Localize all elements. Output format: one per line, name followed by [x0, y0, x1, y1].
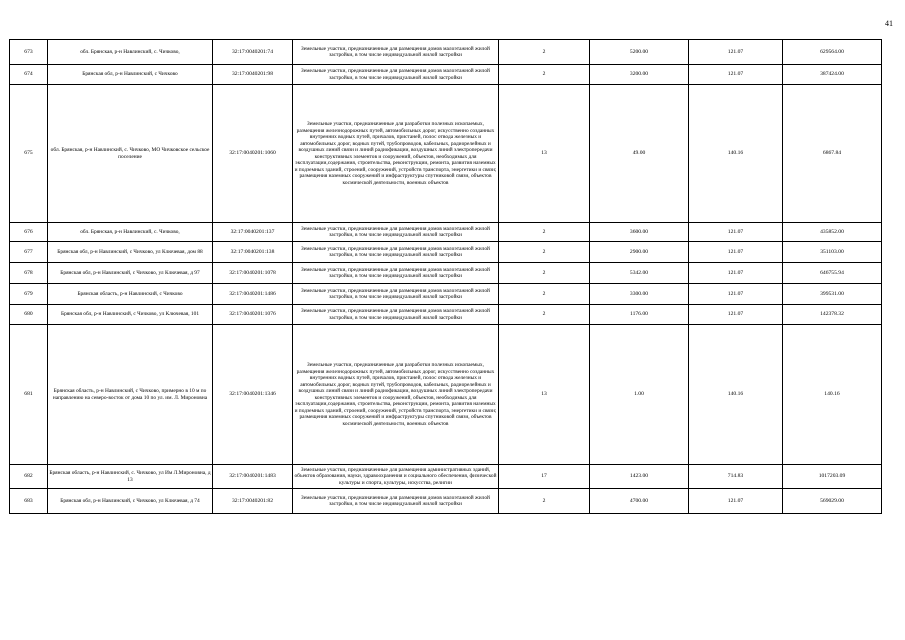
row-number: 679 [10, 284, 48, 305]
address-cell: обл. Брянская, р-н Навлинский, с. Чичково, [48, 40, 213, 65]
use-code-cell: 2 [499, 65, 590, 85]
area-cell: 5342.00 [590, 263, 689, 284]
use-code-cell: 13 [499, 325, 590, 465]
area-cell: 1423.00 [590, 465, 689, 489]
area-cell: 3200.00 [590, 65, 689, 85]
table-row [10, 85, 882, 223]
cadastral-number-cell: 32:17:0040201:137 [213, 223, 293, 242]
area-cell: 2900.00 [590, 242, 689, 263]
row-number: 681 [10, 325, 48, 465]
specific-value-cell: 121.07 [689, 242, 783, 263]
address-cell: Брянская обл, р-н Навлинский, с Чичково, ул Ключевая, д 74 [48, 489, 213, 514]
land-use-cell: Земельные участки, предназначенные для размещения домов малоэтажной жилой застройки, в том числе индивидуальной жилой застройки [293, 263, 499, 284]
area-cell: 4700.00 [590, 489, 689, 514]
specific-value-cell: 121.07 [689, 263, 783, 284]
cadastral-number-cell: 32:17:0040201:1483 [213, 465, 293, 489]
table-row [10, 465, 882, 489]
cadastral-value-cell: 140.16 [783, 325, 882, 465]
cadastral-value-cell: 646755.94 [783, 263, 882, 284]
specific-value-cell: 121.07 [689, 40, 783, 65]
use-code-cell: 2 [499, 284, 590, 305]
cadastral-number-cell: 32:17:0040201:1076 [213, 305, 293, 325]
specific-value-cell: 140.16 [689, 85, 783, 223]
table-row [10, 40, 882, 65]
specific-value-cell: 121.07 [689, 223, 783, 242]
specific-value-cell: 121.07 [689, 305, 783, 325]
land-use-cell: Земельные участки, предназначенные для размещения домов малоэтажной жилой застройки, в том числе индивидуальной жилой застройки [293, 223, 499, 242]
row-number: 677 [10, 242, 48, 263]
page-number: 41 [885, 19, 893, 28]
land-registry-table [9, 39, 882, 514]
row-number: 678 [10, 263, 48, 284]
land-use-cell: Земельные участки, предназначенные для размещения домов малоэтажной жилой застройки, в том числе индивидуальной жилой застройки [293, 284, 499, 305]
cadastral-number-cell: 32:17:0040201:1078 [213, 263, 293, 284]
cadastral-value-cell: 569029.00 [783, 489, 882, 514]
area-cell: 5200.00 [590, 40, 689, 65]
row-number: 673 [10, 40, 48, 65]
row-number: 680 [10, 305, 48, 325]
row-number: 683 [10, 489, 48, 514]
cadastral-value-cell: 435852.00 [783, 223, 882, 242]
table-row [10, 489, 882, 514]
cadastral-value-cell: 351103.00 [783, 242, 882, 263]
table-row [10, 325, 882, 465]
cadastral-number-cell: 32:17:0040201:82 [213, 489, 293, 514]
land-use-cell: Земельные участки, предназначенные для размещения административных зданий, объектов образования, науки, здравоохранения и социального обеспечения, физической культуры и спорта, культуры, искусства, религии [293, 465, 499, 489]
address-cell: Брянская обл, р-н Навлинский, с Чичково, ул Ключевая, д 97 [48, 263, 213, 284]
cadastral-value-cell: 629564.00 [783, 40, 882, 65]
cadastral-number-cell: 32:17:0040201:1060 [213, 85, 293, 223]
area-cell: 1.00 [590, 325, 689, 465]
cadastral-value-cell: 142378.32 [783, 305, 882, 325]
land-use-cell: Земельные участки, предназначенные для размещения домов малоэтажной жилой застройки, в том числе индивидуальной жилой застройки [293, 305, 499, 325]
row-number: 674 [10, 65, 48, 85]
use-code-cell: 2 [499, 263, 590, 284]
table-row [10, 305, 882, 325]
use-code-cell: 2 [499, 242, 590, 263]
table-row [10, 242, 882, 263]
cadastral-value-cell: 6867.84 [783, 85, 882, 223]
use-code-cell: 2 [499, 489, 590, 514]
cadastral-value-cell: 399531.00 [783, 284, 882, 305]
area-cell: 49.00 [590, 85, 689, 223]
cadastral-number-cell: 32:17:0040201:98 [213, 65, 293, 85]
land-use-cell: Земельные участки, предназначенные для размещения домов малоэтажной жилой застройки, в том числе индивидуальной жилой застройки [293, 65, 499, 85]
cadastral-number-cell: 32:17:0040201:1346 [213, 325, 293, 465]
specific-value-cell: 714.83 [689, 465, 783, 489]
use-code-cell: 17 [499, 465, 590, 489]
table-row [10, 263, 882, 284]
specific-value-cell: 121.07 [689, 284, 783, 305]
land-use-cell: Земельные участки, предназначенные для размещения домов малоэтажной жилой застройки, в том числе индивидуальной жилой застройки [293, 489, 499, 514]
specific-value-cell: 121.07 [689, 489, 783, 514]
address-cell: Брянская область, р-н Навлинский, с. Чичково, ул Им Л.Мироновна, д 13 [48, 465, 213, 489]
address-cell: Брянская обл, р-н Навлинский, с Чичково, ул Ключевая, дом 88 [48, 242, 213, 263]
land-use-cell: Земельные участки, предназначенные для размещения домов малоэтажной жилой застройки, в том числе индивидуальной жилой застройки [293, 40, 499, 65]
area-cell: 3300.00 [590, 284, 689, 305]
specific-value-cell: 140.16 [689, 325, 783, 465]
land-use-cell: Земельные участки, предназначенные для разработки полезных ископаемых, размещения железнодорожных путей, автомобильных дорог, искусственно созданных внутренних водных путей, причалов, пристаней, полос отвода железных и автомобильных дорог, водных путей, трубопроводов, кабельных, радиорелейных и воздушных линий связи и линий радиофикации, воздушных линий электропередачи конструктивных элементов и сооружений, объектов, необходимых для эксплуатации,содержания, строительства, реконструкции, ремонта, развития наземных и подземных зданий, строений, сооружений, устройств транспорта, энергетики и связи; размещения наземных сооружений и инфраструктуры спутниковой связи, объектов космической деятельности, военных объектов [293, 85, 499, 223]
table-body [10, 40, 882, 514]
land-use-cell: Земельные участки, предназначенные для разработки полезных ископаемых, размещения железнодорожных путей, автомобильных дорог, искусственно созданных внутренних водных путей, причалов, пристаней, полос отвода железных и автомобильных дорог, водных путей, трубопроводов, кабельных, радиорелейных и воздушных линий связи и линий радиофикации, воздушных линий электропередачи конструктивных элементов и сооружений, объектов, необходимых для эксплуатации,содержания, строительства, реконструкции, ремонта, развития наземных и подземных зданий, строений, сооружений, устройств транспорта, энергетики и связи; размещения наземных сооружений и инфраструктуры спутниковой связи, объектов космической деятельности, военных объектов [293, 325, 499, 465]
use-code-cell: 13 [499, 85, 590, 223]
use-code-cell: 2 [499, 223, 590, 242]
table-row [10, 223, 882, 242]
address-cell: обл. Брянская, р-н Навлинский, с. Чичково, МО Чичковское сельское поселение [48, 85, 213, 223]
row-number: 676 [10, 223, 48, 242]
row-number: 675 [10, 85, 48, 223]
table-row [10, 284, 882, 305]
address-cell: Брянская область, р-н Навлинский, с Чичково, примерно в 10 м по направлению на северо-восток от дома 10 по ул. им. Л. Мироновна [48, 325, 213, 465]
address-cell: Брянская область, р-н Навлинский, с Чичково [48, 284, 213, 305]
table-row [10, 65, 882, 85]
cadastral-value-cell: 1017203.09 [783, 465, 882, 489]
use-code-cell: 2 [499, 305, 590, 325]
cadastral-number-cell: 32:17:0040201:138 [213, 242, 293, 263]
address-cell: Брянская обл, р-н Навлинский, с Чичково, ул Ключевая, 101 [48, 305, 213, 325]
specific-value-cell: 121.07 [689, 65, 783, 85]
use-code-cell: 2 [499, 40, 590, 65]
cadastral-number-cell: 32:17:0040201:74 [213, 40, 293, 65]
row-number: 682 [10, 465, 48, 489]
area-cell: 1176.00 [590, 305, 689, 325]
cadastral-value-cell: 387424.00 [783, 65, 882, 85]
cadastral-number-cell: 32:17:0040201:1486 [213, 284, 293, 305]
land-use-cell: Земельные участки, предназначенные для размещения домов малоэтажной жилой застройки, в том числе индивидуальной жилой застройки [293, 242, 499, 263]
address-cell: обл. Брянская, р-н Навлинский, с. Чичково, [48, 223, 213, 242]
address-cell: Брянская обл, р-н Навлинский, с Чичково [48, 65, 213, 85]
area-cell: 3600.00 [590, 223, 689, 242]
